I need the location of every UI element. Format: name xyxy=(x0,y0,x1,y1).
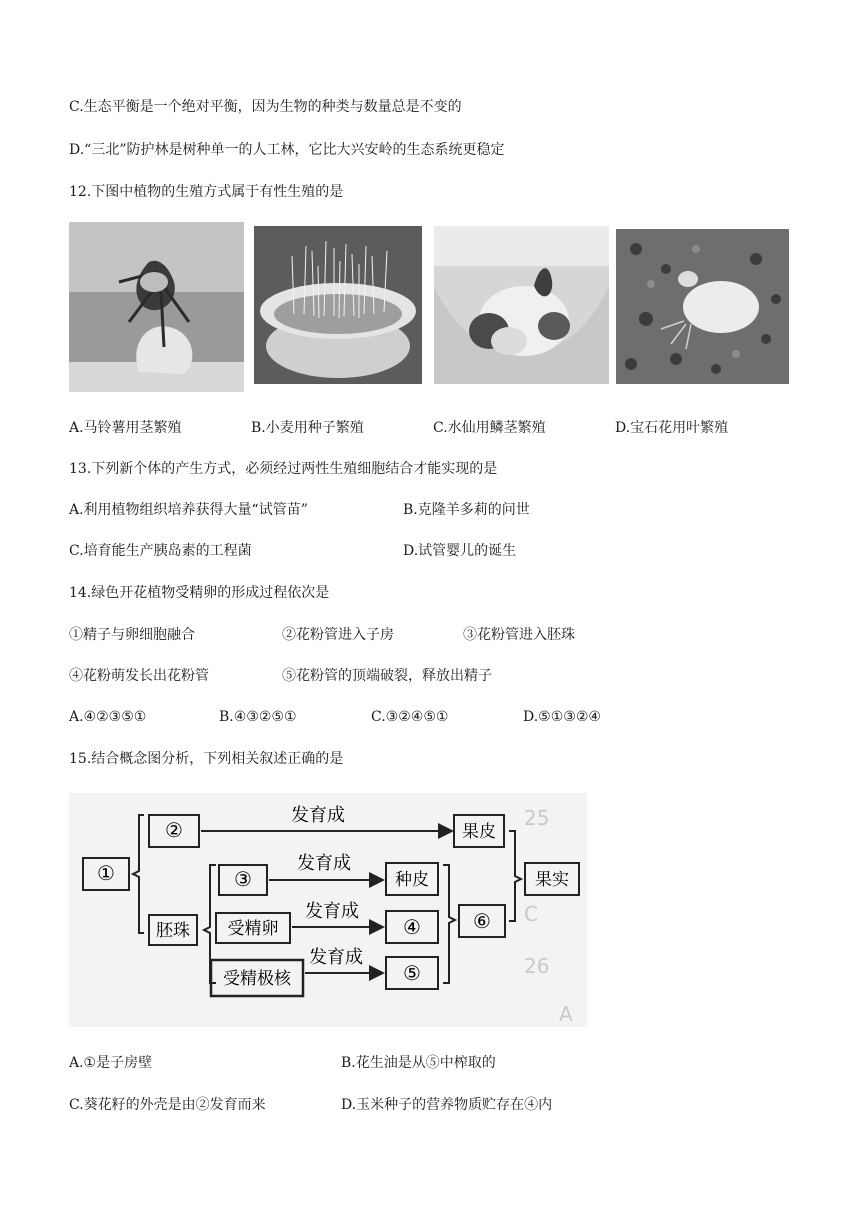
arrow-label-3: 发育成 xyxy=(305,901,359,922)
q14-option-d: D.⑤①③②④ xyxy=(523,709,601,725)
q14-step-3: ③花粉管进入胚珠 xyxy=(463,627,575,643)
q11-option-d: D.“三北”防护林是树种单一的人工林，它比大兴安岭的生态系统更稳定 xyxy=(69,142,505,158)
svg-text:C: C xyxy=(524,902,538,926)
q13-option-b: B.克隆羊多莉的问世 xyxy=(403,502,530,518)
arrow-label-1: 发育成 xyxy=(291,805,345,826)
question-14: 14.绿色开花植物受精卵的形成过程依次是 xyxy=(69,585,330,601)
q11-option-c: C.生态平衡是一个绝对平衡，因为生物的种类与数量总是不变的 xyxy=(69,99,462,115)
node-pericarp-label: 果皮 xyxy=(462,822,496,842)
svg-text:A: A xyxy=(559,1002,573,1026)
q14-step-1: ①精子与卵细胞融合 xyxy=(69,627,195,643)
node-5-label: ⑤ xyxy=(403,961,421,985)
q12-option-b: B.小麦用种子繁殖 xyxy=(251,420,364,436)
node-2-label: ② xyxy=(165,818,183,842)
node-seedcoat-label: 种皮 xyxy=(395,870,429,890)
node-polar-nucleus-label: 受精极核 xyxy=(223,969,291,989)
q14-option-c: C.③②④⑤① xyxy=(371,709,449,725)
node-4-label: ④ xyxy=(403,915,421,939)
q13-option-d: D.试管婴儿的诞生 xyxy=(403,543,517,559)
q14-option-b: B.④③②⑤① xyxy=(219,709,297,725)
svg-text:26: 26 xyxy=(524,954,550,978)
node-zygote-label: 受精卵 xyxy=(227,919,279,939)
q12-option-d: D.宝石花用叶繁殖 xyxy=(615,420,729,436)
q15-option-c: C.葵花籽的外壳是由②发育而来 xyxy=(69,1097,266,1113)
node-3-label: ③ xyxy=(234,867,252,891)
wheat-photo xyxy=(254,226,422,384)
question-12: 12.下图中植物的生殖方式属于有性生殖的是 xyxy=(69,184,344,200)
narcissus-photo xyxy=(434,226,609,384)
q14-step-2: ②花粉管进入子房 xyxy=(282,627,394,643)
concept-map xyxy=(69,793,587,1027)
node-1-label: ① xyxy=(97,861,115,885)
q15-option-a: A.①是子房壁 xyxy=(69,1055,153,1071)
q15-option-d: D.玉米种子的营养物质贮存在④内 xyxy=(341,1097,553,1113)
q14-step-5: ⑤花粉管的顶端破裂，释放出精子 xyxy=(282,668,492,684)
arrow-label-4: 发育成 xyxy=(309,947,363,968)
q13-option-c: C.培育能生产胰岛素的工程菌 xyxy=(69,543,252,559)
q14-step-4: ④花粉萌发长出花粉管 xyxy=(69,668,209,684)
q15-option-b: B.花生油是从⑤中榨取的 xyxy=(341,1055,496,1071)
svg-text:25: 25 xyxy=(524,806,550,830)
question-13: 13.下列新个体的产生方式，必须经过两性生殖细胞结合才能实现的是 xyxy=(69,461,498,477)
q14-option-a: A.④②③⑤① xyxy=(69,709,147,725)
q12-option-a: A.马铃薯用茎繁殖 xyxy=(69,420,182,436)
node-fruit-label: 果实 xyxy=(535,870,569,890)
node-ovule-label: 胚珠 xyxy=(156,921,190,941)
q13-option-a: A.利用植物组织培养获得大量“试管苗” xyxy=(69,502,308,518)
echeveria-photo xyxy=(616,229,789,384)
question-15: 15.结合概念图分析，下列相关叙述正确的是 xyxy=(69,751,344,767)
potato-photo xyxy=(69,222,244,392)
arrow-label-2: 发育成 xyxy=(297,853,351,874)
q12-option-c: C.水仙用鳞茎繁殖 xyxy=(433,420,546,436)
node-6-label: ⑥ xyxy=(473,909,491,933)
